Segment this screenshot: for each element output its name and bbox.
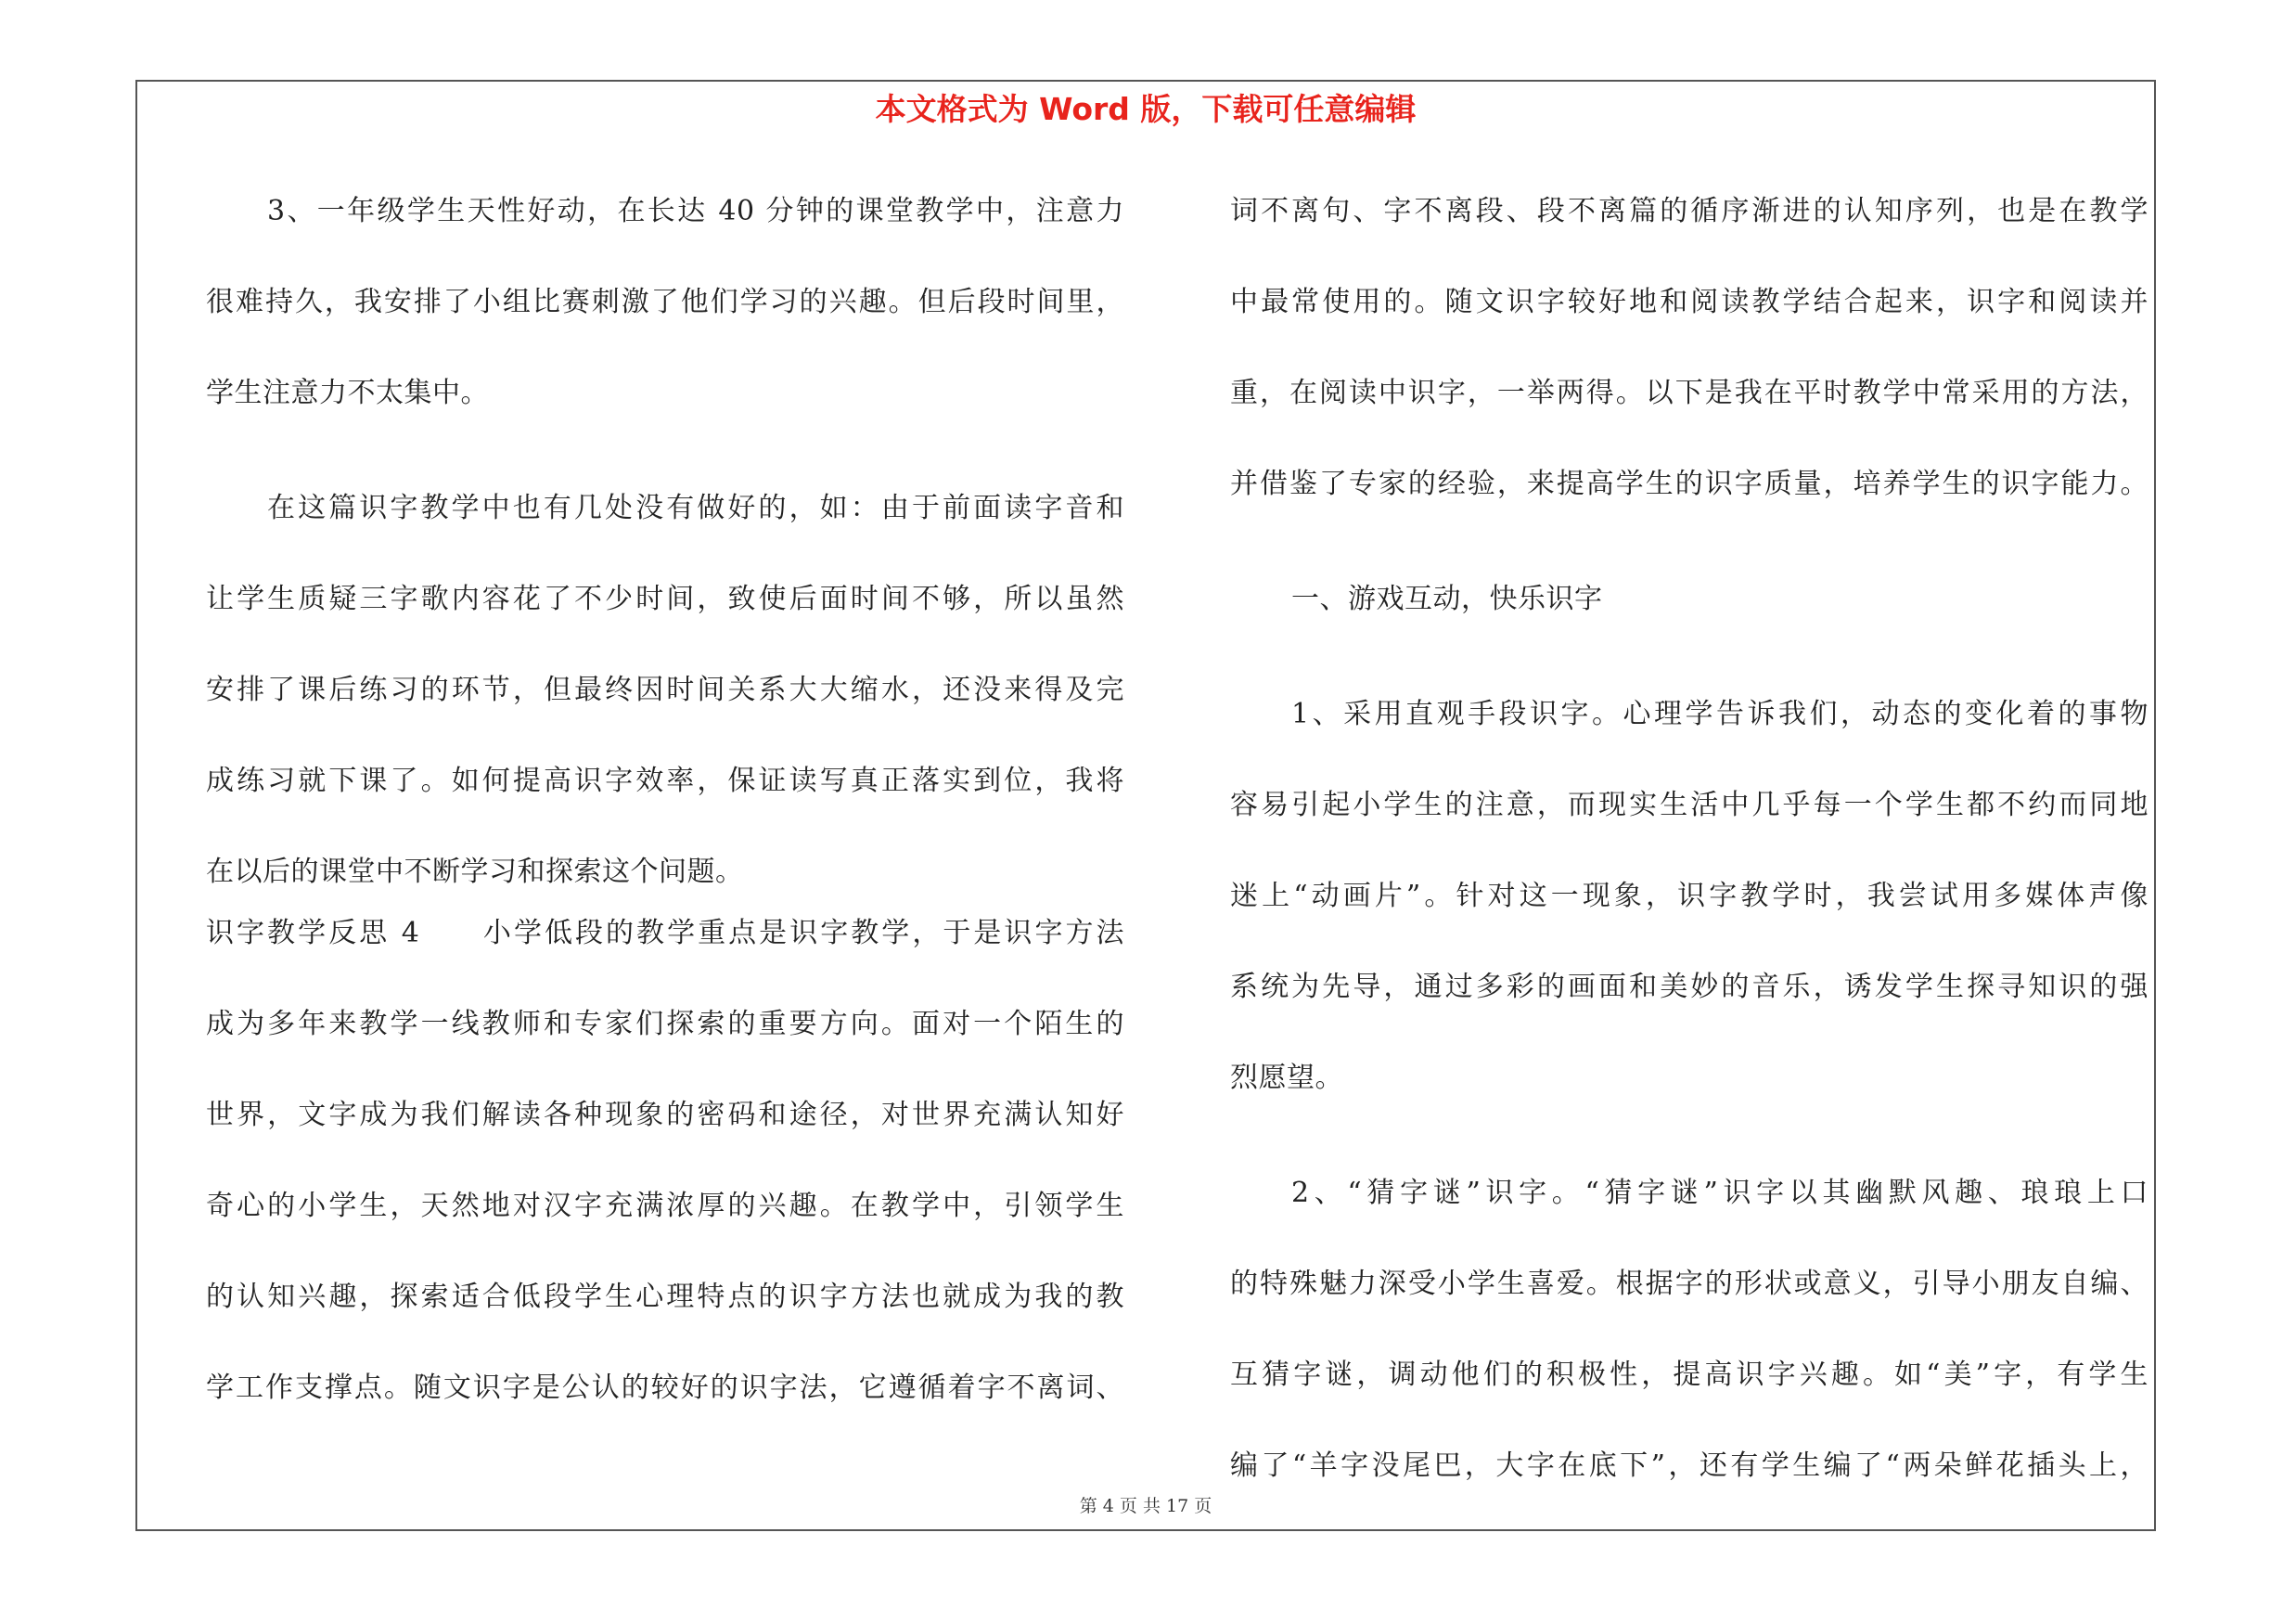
right-column-line: 2、“猜字谜”识字。“猜字谜”识字以其幽默风趣、琅琅上口: [1291, 1177, 2148, 1209]
left-column-line: 成练习就下课了。如何提高识字效率，保证读写真正落实到位，我将: [206, 765, 1124, 797]
right-column-line: 迷上“动画片”。针对这一现象，识字教学时，我尝试用多媒体声像: [1230, 880, 2148, 912]
left-column-line: 世界，文字成为我们解读各种现象的密码和途径，对世界充满认知好: [206, 1099, 1124, 1131]
left-column-line: 在这篇识字教学中也有几处没有做好的，如：由于前面读字音和: [267, 492, 1124, 524]
left-column-line: 安排了课后练习的环节，但最终因时间关系大大缩水，还没来得及完: [206, 674, 1124, 706]
left-column-line: 学工作支撑点。随文识字是公认的较好的识字法，它遵循着字不离词、: [206, 1372, 1124, 1404]
left-column-line: 3、一年级学生天性好动，在长达 40 分钟的课堂教学中，注意力: [267, 195, 1124, 227]
page-number-footer: 第 4 页 共 17 页: [1079, 1496, 1212, 1516]
left-column-line: 很难持久，我安排了小组比赛刺激了他们学习的兴趣。但后段时间里，: [206, 286, 1124, 318]
right-column-line: 中最常使用的。随文识字较好地和阅读教学结合起来，识字和阅读并: [1230, 286, 2148, 318]
left-column-line: 奇心的小学生，天然地对汉字充满浓厚的兴趣。在教学中，引领学生: [206, 1190, 1124, 1222]
left-column-line: 识字教学反思 4 小学低段的教学重点是识字教学，于是识字方法: [206, 917, 1124, 949]
right-column-line: 的特殊魅力深受小学生喜爱。根据字的形状或意义，引导小朋友自编、: [1230, 1268, 2148, 1300]
right-column-line: 1、采用直观手段识字。心理学告诉我们，动态的变化着的事物: [1291, 698, 2148, 730]
right-column-line: 容易引起小学生的注意，而现实生活中几乎每一个学生都不约而同地: [1230, 789, 2148, 821]
left-column-line: 成为多年来教学一线教师和专家们探索的重要方向。面对一个陌生的: [206, 1008, 1124, 1040]
left-column-line: 学生注意力不太集中。: [206, 377, 489, 409]
right-column-line: 一、游戏互动，快乐识字: [1291, 583, 1603, 615]
right-column-line: 互猜字谜，调动他们的积极性，提高识字兴趣。如“美”字，有学生: [1230, 1359, 2148, 1391]
right-column-line: 编了“羊字没尾巴，大字在底下”，还有学生编了“两朵鲜花插头上，: [1230, 1449, 2148, 1482]
left-text-column: [206, 181, 1124, 1449]
right-column-line: 重，在阅读中识字，一举两得。以下是我在平时教学中常采用的方法，: [1230, 377, 2148, 409]
right-column-line: 词不离句、字不离段、段不离篇的循序渐进的认知序列，也是在教学: [1230, 195, 2148, 227]
right-text-column: [1230, 181, 2148, 1526]
right-column-line: 系统为先导，通过多彩的画面和美妙的音乐，诱发学生探寻知识的强: [1230, 971, 2148, 1003]
right-column-line: 并借鉴了专家的经验，来提高学生的识字质量，培养学生的识字能力。: [1230, 468, 2148, 500]
left-column-line: 让学生质疑三字歌内容花了不少时间，致使后面时间不够，所以虽然: [206, 583, 1124, 615]
left-column-line: 的认知兴趣，探索适合低段学生心理特点的识字方法也就成为我的教: [206, 1281, 1124, 1313]
right-column-line: 烈愿望。: [1230, 1062, 1343, 1094]
word-format-banner: 本文格式为 Word 版，下载可任意编辑: [875, 91, 1417, 127]
left-column-line: 在以后的课堂中不断学习和探索这个问题。: [206, 856, 744, 888]
